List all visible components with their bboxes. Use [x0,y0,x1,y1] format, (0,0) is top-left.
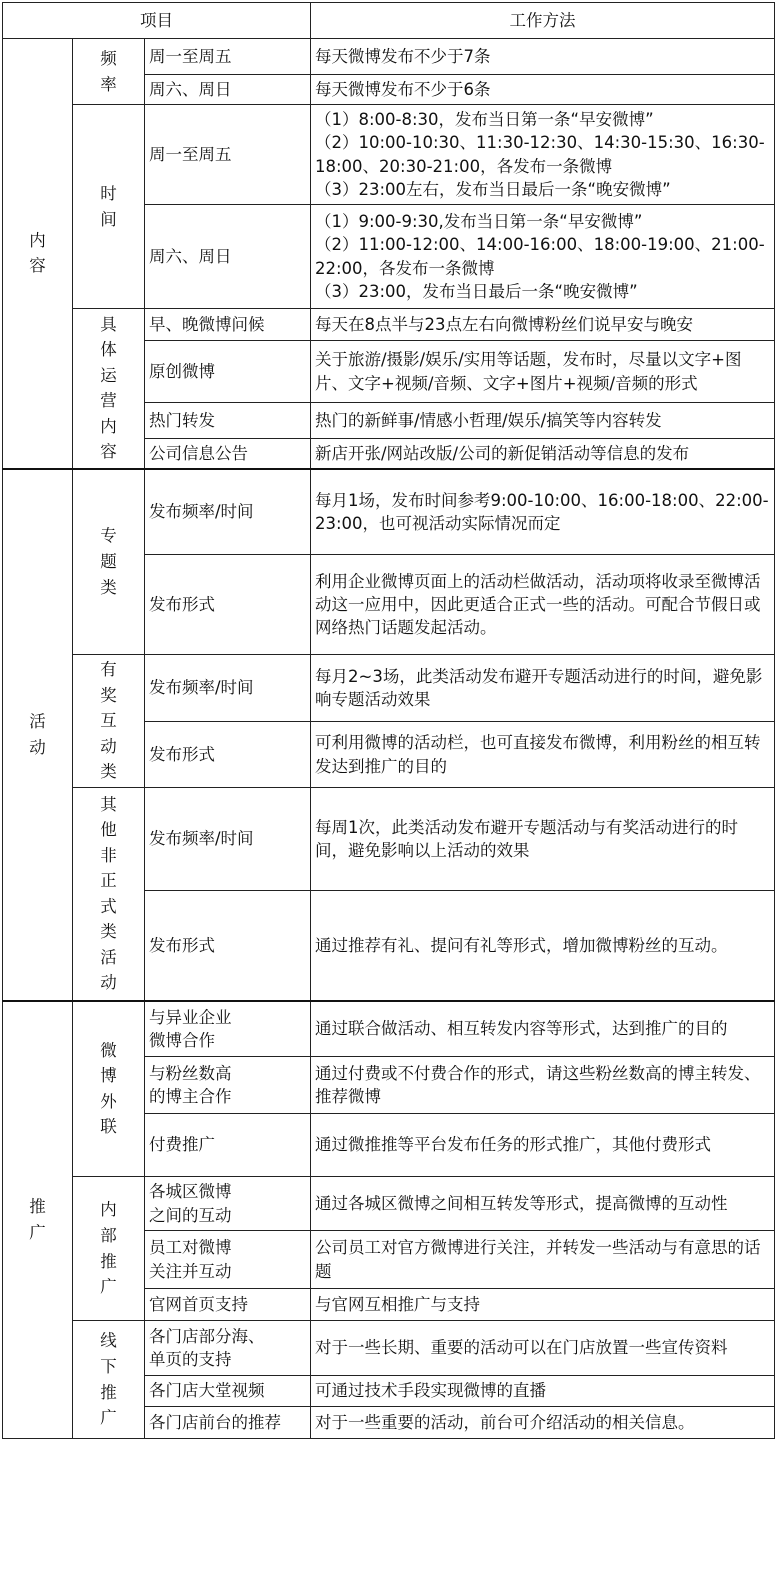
method-cell: 每天在8点半与23点左右向微博粉丝们说早安与晚安 [311,309,775,341]
method-cell: 每月1场，发布时间参考9:00-10:00、16:00-18:00、22:00-23:00，也可视活动实际情况而定 [311,469,775,555]
table-row [3,39,775,75]
method-cell: 可利用微博的活动栏，也可直接发布微博，利用粉丝的相互转发达到推广的目的 [311,722,775,788]
subcategory-label: 其他非正式类活动 [100,794,117,993]
table-row [3,1001,775,1057]
table-row [3,788,775,891]
table-row [3,1321,775,1376]
method-cell: 公司员工对官方微博进行关注，并转发一些活动与有意思的话题 [311,1231,775,1289]
method-cell: 通过各城区微博之间相互转发等形式，提高微博的互动性 [311,1177,775,1231]
item-cell: 与异业企业 微博合作 [145,1001,311,1057]
category-label: 活动 [29,711,46,757]
subcategory-cell [73,39,145,105]
item-cell: 发布频率/时间 [145,469,311,555]
method-cell: 热门的新鲜事/情感小哲理/娱乐/搞笑等内容转发 [311,403,775,439]
subcategory-cell [73,105,145,309]
method-cell: 每天微博发布不少于7条 [311,39,775,75]
category-label: 推广 [29,1197,46,1242]
subcategory-label: 微博外联 [100,1040,117,1137]
item-cell: 官网首页支持 [145,1289,311,1321]
method-cell: 可通过技术手段实现微博的直播 [311,1376,775,1407]
subcategory-cell [73,788,145,1001]
item-cell: 发布频率/时间 [145,655,311,722]
method-cell: 新店开张/网站改版/公司的新促销活动等信息的发布 [311,439,775,469]
subcategory-label: 线下推广 [100,1331,117,1428]
item-cell: 原创微博 [145,341,311,403]
category-cell [3,39,73,469]
subcategory-cell [73,1001,145,1177]
subcategory-label: 专题类 [100,526,117,597]
method-cell: 通过联合做活动、相互转发内容等形式，达到推广的目的 [311,1001,775,1057]
subcategory-label: 时间 [100,183,117,229]
method-cell: 通过微推推等平台发布任务的形式推广，其他付费形式 [311,1114,775,1177]
header-row [3,3,775,39]
category-cell [3,1001,73,1439]
method-cell: 与官网互相推广与支持 [311,1289,775,1321]
item-cell: 发布形式 [145,891,311,1001]
table-row [3,655,775,722]
method-cell: （1）8:00-8:30，发布当日第一条“早安微博” （2）10:00-10:30、11:30-12:30、14:30-15:30、16:30-18:00、20:30-21:00，各发布一条微博 （3）23:00左右，发布当日最后一条“晚安微博” [311,105,775,205]
item-cell: 发布形式 [145,722,311,788]
item-cell: 早、晚微博问候 [145,309,311,341]
item-cell: 发布形式 [145,555,311,655]
work-method-table [2,2,775,1439]
method-cell: 关于旅游/摄影/娱乐/实用等话题，发布时，尽量以文字+图片、文字+视频/音频、文字+图片+视频/音频的形式 [311,341,775,403]
header-item: 项目 [3,3,311,39]
table-row [3,1177,775,1231]
item-cell: 各门店大堂视频 [145,1376,311,1407]
item-cell: 周一至周五 [145,39,311,75]
subcategory-label: 内部推广 [100,1200,117,1297]
category-cell [3,469,73,1001]
table-row [3,105,775,205]
item-cell: 发布频率/时间 [145,788,311,891]
method-cell: 每月2~3场，此类活动发布避开专题活动进行的时间，避免影响专题活动效果 [311,655,775,722]
method-cell: 通过推荐有礼、提问有礼等形式，增加微博粉丝的互动。 [311,891,775,1001]
method-cell: 对于一些重要的活动，前台可介绍活动的相关信息。 [311,1407,775,1439]
method-cell: 通过付费或不付费合作的形式，请这些粉丝数高的博主转发、推荐微博 [311,1057,775,1114]
item-cell: 各城区微博 之间的互动 [145,1177,311,1231]
table-body [3,39,775,1439]
subcategory-cell [73,1177,145,1321]
item-cell: 付费推广 [145,1114,311,1177]
subcategory-cell [73,655,145,788]
method-cell: （1）9:00-9:30,发布当日第一条“早安微博” （2）11:00-12:00、14:00-16:00、18:00-19:00、21:00-22:00，各发布一条微博 （3）23:00，发布当日最后一条“晚安微博” [311,205,775,309]
item-cell: 员工对微博 关注并互动 [145,1231,311,1289]
item-cell: 公司信息公告 [145,439,311,469]
method-cell: 利用企业微博页面上的活动栏做活动，活动项将收录至微博活动这一应用中，因此更适合正式一些的活动。可配合节假日或网络热门话题发起活动。 [311,555,775,655]
item-cell: 周六、周日 [145,205,311,309]
category-label: 内容 [29,230,46,276]
item-cell: 周六、周日 [145,75,311,105]
subcategory-label: 频率 [100,48,117,94]
method-cell: 每周1次，此类活动发布避开专题活动与有奖活动进行的时间，避免影响以上活动的效果 [311,788,775,891]
subcategory-cell [73,309,145,469]
header-method: 工作方法 [311,3,775,39]
item-cell: 各门店部分海、 单页的支持 [145,1321,311,1376]
item-cell: 与粉丝数高 的博主合作 [145,1057,311,1114]
method-cell: 对于一些长期、重要的活动可以在门店放置一些宣传资料 [311,1321,775,1376]
subcategory-cell [73,1321,145,1439]
method-cell: 每天微博发布不少于6条 [311,75,775,105]
table-row [3,309,775,341]
item-cell: 各门店前台的推荐 [145,1407,311,1439]
subcategory-label: 具体运营内容 [100,314,117,462]
item-cell: 热门转发 [145,403,311,439]
subcategory-cell [73,469,145,655]
item-cell: 周一至周五 [145,105,311,205]
table-row [3,469,775,555]
subcategory-label: 有奖互动类 [100,660,117,782]
